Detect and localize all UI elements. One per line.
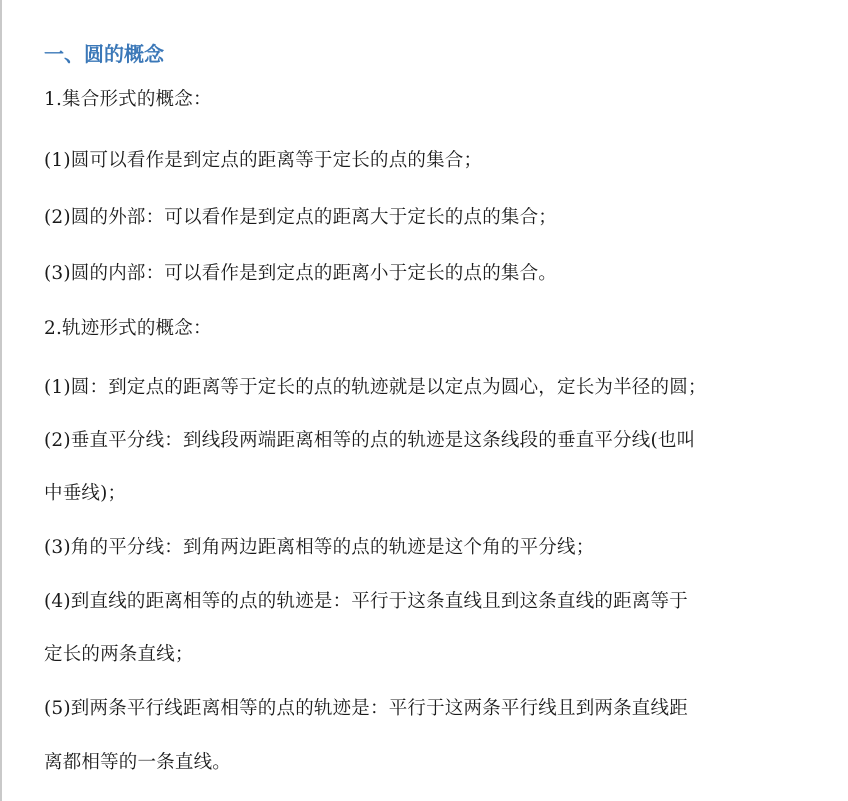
- text-line: (2)圆的外部：可以看作是到定点的距离大于定长的点的集合；: [44, 207, 558, 228]
- text-line: 定长的两条直线；: [44, 644, 194, 665]
- text-line: (3)圆的内部：可以看作是到定点的距离小于定长的点的集合。: [44, 263, 558, 284]
- text-line: 中垂线)；: [44, 483, 127, 504]
- text-line: (3)角的平分线：到角两边距离相等的点的轨迹是这个角的平分线；: [44, 537, 595, 558]
- left-border-rule: [0, 0, 2, 801]
- subsection-heading-set-definition: 1.集合形式的概念：: [44, 89, 212, 110]
- text-line: (4)到直线的距离相等的点的轨迹是：平行于这条直线且到这条直线的距离等于: [44, 591, 688, 612]
- text-line: (5)到两条平行线距离相等的点的轨迹是：平行于这两条平行线且到两条直线距: [44, 698, 688, 719]
- section-heading: 一、圆的概念: [44, 42, 164, 66]
- text-line: (1)圆：到定点的距离等于定长的点的轨迹就是以定点为圆心，定长为半径的圆；: [44, 377, 707, 398]
- text-line: (1)圆可以看作是到定点的距离等于定长的点的集合；: [44, 150, 483, 171]
- document-body: [44, 0, 840, 801]
- text-line: 离都相等的一条直线。: [44, 752, 232, 773]
- text-line: (2)垂直平分线：到线段两端距离相等的点的轨迹是这条线段的垂直平分线(也叫: [44, 430, 696, 451]
- subsection-heading-locus-definition: 2.轨迹形式的概念：: [44, 318, 212, 339]
